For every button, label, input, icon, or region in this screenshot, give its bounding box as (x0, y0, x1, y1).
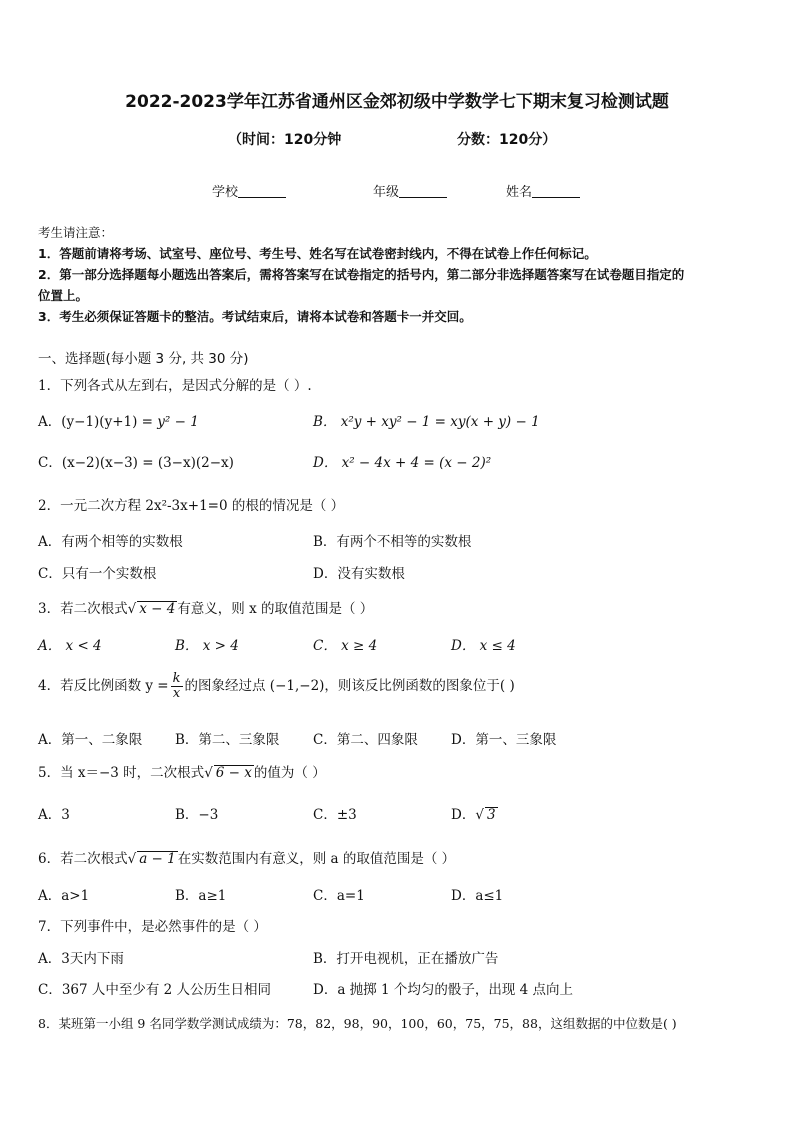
q3-option-a: A． x < 4 (38, 638, 102, 654)
q3-stem: 3．若二次根式√ x − 4 有意义，则 x 的取值范围是（ ） (38, 601, 374, 617)
score-label: 分数：120分） (457, 132, 557, 148)
school-label: 学校 (212, 185, 239, 200)
q1-option-a: A．(y−1)(y+1) = y² − 1 (38, 414, 199, 430)
notes-block (38, 222, 764, 327)
q7-option-b: B．打开电视机，正在播放广告 (313, 951, 499, 967)
q2-option-d: D．没有实数根 (313, 566, 405, 582)
school-field (212, 181, 286, 200)
grade-blank (399, 183, 447, 198)
q6-radicand: a − 1 (139, 851, 176, 867)
exam-title: 2022-2023学年江苏省通州区金郊初级中学数学七下期末复习检测试题 (125, 92, 669, 112)
q7-option-a: A．3天内下雨 (38, 951, 124, 967)
q5-radicand: 6 − x (215, 765, 252, 781)
sqrt-icon: √ (127, 851, 137, 867)
q3-option-d: D． x ≤ 4 (451, 638, 516, 654)
q3-option-c: C． x ≥ 4 (313, 638, 378, 654)
q4-option-d: D．第一、三象限 (451, 732, 557, 748)
q5-option-b: B．−3 (175, 807, 219, 823)
q2-option-b: B．有两个不相等的实数根 (313, 534, 472, 550)
q5-option-a: A．3 (38, 807, 70, 823)
sqrt-icon: √ (127, 601, 137, 617)
q3-option-b: B． x > 4 (175, 638, 239, 654)
time-label: （时间：120分钟 (228, 132, 342, 148)
q4-option-c: C．第二、四象限 (313, 732, 418, 748)
q4-option-a: A．第一、二象限 (38, 732, 143, 748)
note-3: 3．考生必须保证答题卡的整洁。考试结束后，请将本试卷和答题卡一并交回。 (38, 309, 472, 324)
q1-option-c: C．(x−2)(x−3) = (3−x)(2−x) (38, 455, 234, 471)
grade-label: 年级 (373, 185, 400, 200)
q2-option-c: C．只有一个实数根 (38, 566, 157, 582)
q1-stem: 1．下列各式从左到右，是因式分解的是（ ）. (38, 378, 312, 394)
q6-option-c: C．a=1 (313, 888, 365, 904)
name-field (506, 181, 580, 200)
q5-stem: 5．当 x＝−3 时，二次根式√ 6 − x 的值为（ ） (38, 765, 326, 781)
sqrt-icon: √ (475, 807, 484, 823)
q7-stem: 7．下列事件中，是必然事件的是（ ） (38, 919, 267, 935)
grade-field (373, 181, 447, 200)
q7-option-d: D．a 抛掷 1 个均匀的骰子，出现 4 点向上 (313, 982, 574, 998)
q5-option-d: D．√ 3 (451, 807, 496, 823)
note-1: 1．答题前请将考场、试室号、座位号、考生号、姓名写在试卷密封线内，不得在试卷上作任何标记。 (38, 246, 597, 261)
note-2b: 位置上。 (38, 288, 89, 303)
section-heading: 一、选择题(每小题 3 分, 共 30 分) (38, 351, 249, 367)
q1-option-b: B． x²y + xy² − 1 = xy(x + y) − 1 (313, 414, 540, 430)
q4-stem: 4．若反比例函数 y = $\frac{k}{x}$ 的图象经过点 (−1,−2)，则该反比例函数的图象位于( ) (38, 671, 515, 701)
name-label: 姓名 (506, 185, 533, 200)
q5-option-c: C．±3 (313, 807, 357, 823)
q8-stem: 8．某班第一小组 9 名同学数学测试成绩为：78，82，98，90，100，60，75，75，88，这组数据的中位数是( ) (38, 1016, 677, 1031)
school-blank (238, 183, 286, 198)
note-2a: 2．第一部分选择题每小题选出答案后，需将答案写在试卷指定的括号内，第二部分非选择题答案写在试卷题目指定的 (38, 267, 685, 282)
notes-heading: 考生请注意： (38, 225, 114, 240)
name-blank (532, 183, 580, 198)
sqrt-icon: √ (204, 765, 213, 781)
q1-option-d: D． x² − 4x + 4 = (x − 2)² (313, 455, 492, 471)
q6-option-d: D．a≤1 (451, 888, 504, 904)
q6-stem: 6．若二次根式√ a − 1 在实数范围内有意义，则 a 的取值范围是（ ） (38, 851, 456, 867)
q4-fraction: $\frac{k}{x}$ (172, 671, 181, 701)
q6-option-a: A．a>1 (38, 888, 90, 904)
q7-option-c: C．367 人中至少有 2 人公历生日相同 (38, 982, 272, 998)
q4-option-b: B．第二、三象限 (175, 732, 280, 748)
q2-option-a: A．有两个相等的实数根 (38, 534, 183, 550)
q6-option-b: B．a≥1 (175, 888, 227, 904)
q2-stem: 2．一元二次方程 2x²-3x+1=0 的根的情况是（ ） (38, 498, 345, 514)
q3-radicand: x − 4 (139, 601, 176, 617)
